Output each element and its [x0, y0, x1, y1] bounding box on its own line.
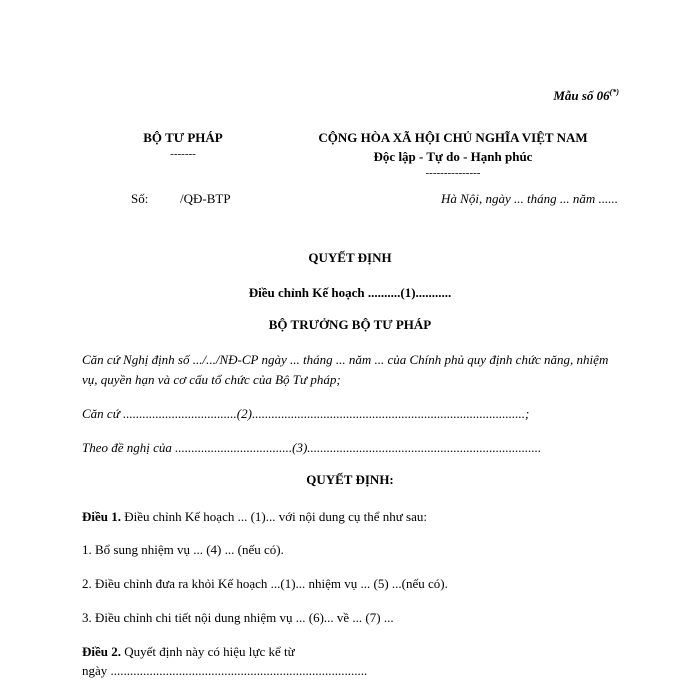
issuing-authority: BỘ TRƯỞNG BỘ TƯ PHÁP	[268, 317, 432, 332]
place-date: Hà Nội, ngày ... tháng ... năm ......	[441, 191, 618, 206]
doc-number-code: /QĐ-BTP	[180, 191, 231, 206]
article-1-text: Điều chỉnh Kế hoạch ... (1)... với nội dung cụ thể như sau:	[121, 509, 427, 524]
article-1-item: 1. Bổ sung nhiệm vụ ... (4) ... (nếu có).	[82, 542, 284, 557]
article-1	[82, 507, 622, 527]
national-motto: Độc lập - Tự do - Hạnh phúc	[373, 149, 533, 164]
basis-decree: Căn cứ Nghị định số .../.../NĐ-CP ngày ... tháng ... năm ... của Chính phủ quy định chức năng, nhiệm vụ, quyền hạn và cơ cấu tổ chức của Bộ Tư pháp;	[82, 352, 609, 387]
doc-number-label: Số:	[131, 191, 149, 206]
national-underline: ---------------	[425, 167, 481, 179]
article-1-item: 3. Điều chỉnh chi tiết nội dung nhiệm vụ ... (6)... về ... (7) ...	[82, 610, 394, 625]
article-1-item: 2. Điều chỉnh đưa ra khỏi Kế hoạch ...(1)... nhiệm vụ ... (5) ...(nếu có).	[82, 576, 448, 591]
basis-proposal: Theo đề nghị của ....................................(3)........................................................................	[82, 440, 542, 455]
basis-other: Căn cứ ...................................(2)....................................................................................;	[82, 406, 530, 421]
agency-underline: -------	[170, 148, 196, 160]
national-title: CỘNG HÒA XÃ HỘI CHỦ NGHĨA VIỆT NAM	[318, 130, 588, 145]
document-subtitle: Điều chỉnh Kế hoạch ..........(1)...........	[248, 285, 452, 300]
article-2-line2: ngày ...............................................................................	[82, 663, 368, 678]
form-number-label: Mẫu số 06	[553, 88, 610, 103]
form-number-mark: (*)	[609, 87, 619, 97]
article-2-label: Điều 2.	[82, 644, 121, 659]
form-number	[553, 88, 619, 104]
document-title: QUYẾT ĐỊNH	[308, 250, 392, 265]
agency-name: BỘ TƯ PHÁP	[143, 130, 223, 145]
article-2-line1: Quyết định này có hiệu lực kể từ	[121, 644, 295, 659]
article-2	[82, 642, 622, 662]
article-1-label: Điều 1.	[82, 509, 121, 524]
decision-heading: QUYẾT ĐỊNH:	[306, 472, 394, 487]
